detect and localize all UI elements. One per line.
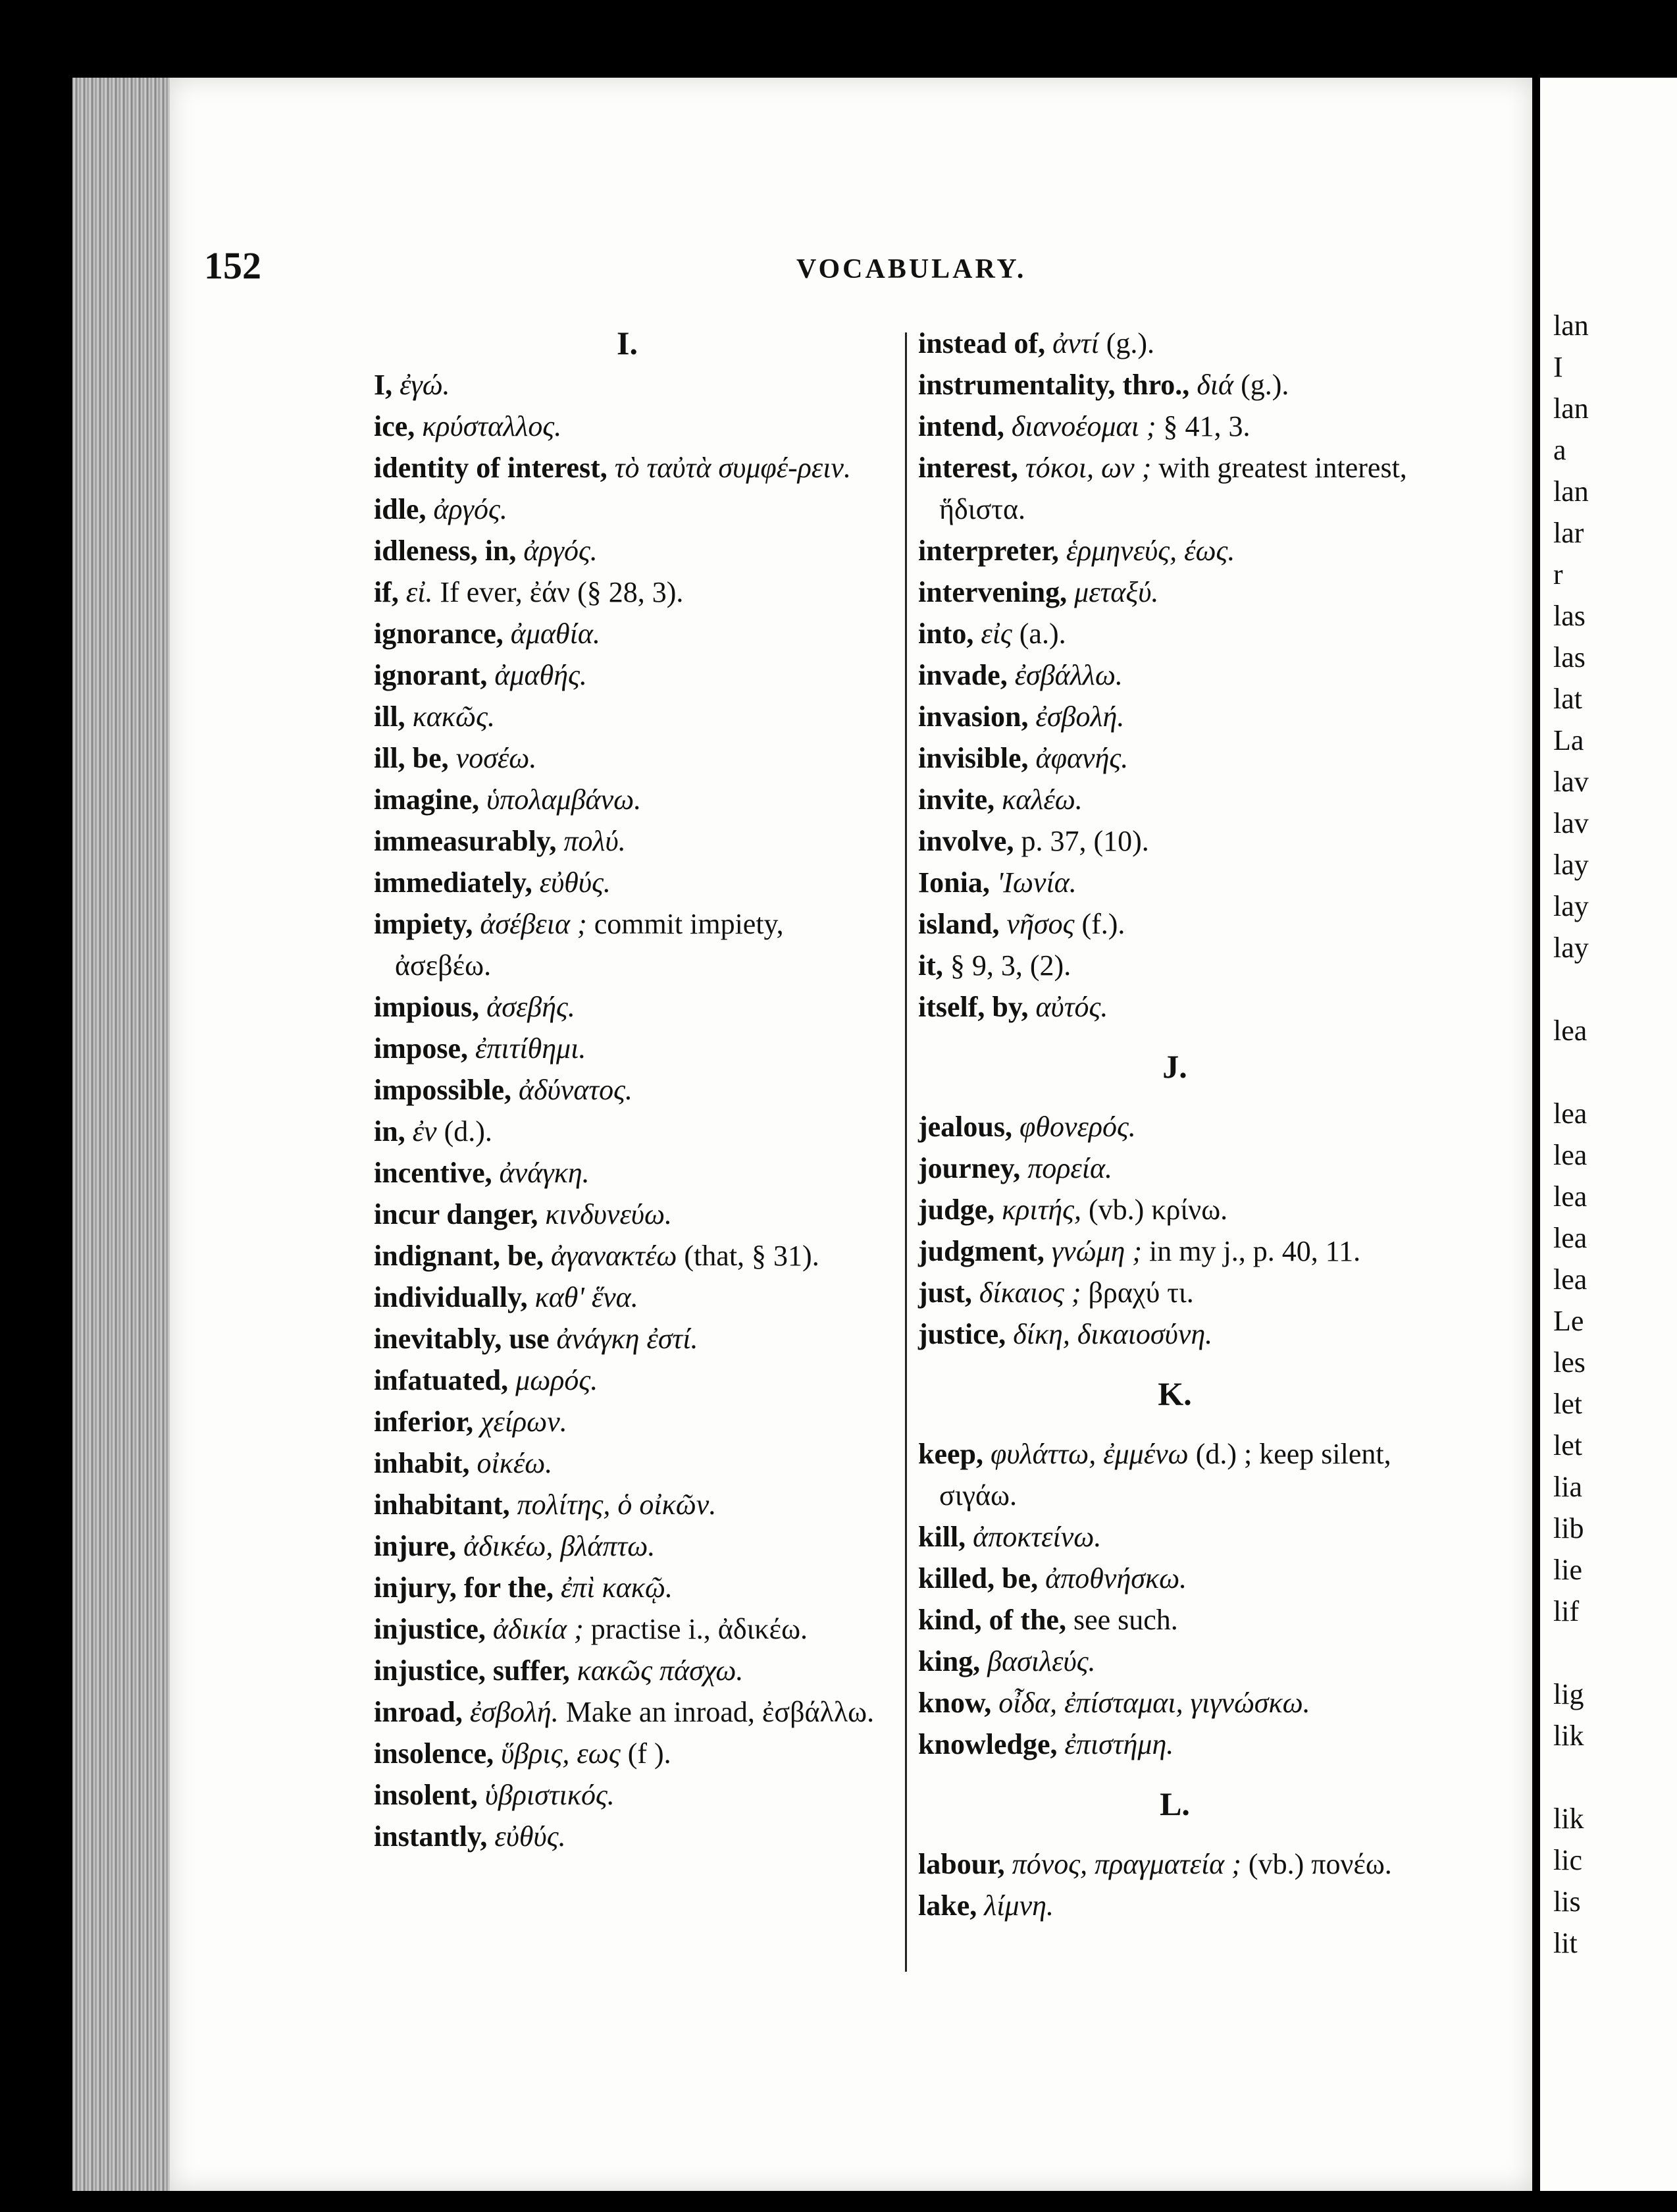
entry-note: see such. <box>1073 1604 1178 1636</box>
vocab-entry <box>374 1650 881 1691</box>
next-page-fragment: lat <box>1553 683 1582 715</box>
entry-greek: εἰς <box>981 618 1012 650</box>
entry-headword: immediately, <box>374 866 532 899</box>
entry-headword: justice, <box>918 1318 1006 1350</box>
entry-headword: invasion, <box>918 700 1029 733</box>
vocab-entry <box>374 530 881 571</box>
entry-headword: inhabitant, <box>374 1488 510 1521</box>
entry-headword: just, <box>918 1277 972 1309</box>
vocab-entry <box>918 1230 1432 1272</box>
entry-headword: inhabit, <box>374 1447 470 1479</box>
vocab-entry <box>918 779 1432 820</box>
next-page-fragment: lic <box>1553 1844 1582 1876</box>
vocab-entry <box>374 1359 881 1401</box>
vocab-entry <box>918 1272 1432 1313</box>
entry-greek: πορεία. <box>1027 1152 1113 1184</box>
entry-greek: μωρός. <box>515 1364 598 1396</box>
entry-greek: κακῶς. <box>412 700 495 733</box>
entry-headword: imagine, <box>374 783 480 816</box>
entry-headword: island, <box>918 908 1000 940</box>
next-page-fragment: lea <box>1553 1180 1587 1213</box>
next-page-fragment: lan <box>1553 309 1589 342</box>
next-page-fragment: lig <box>1553 1678 1584 1710</box>
entry-headword: impiety, <box>374 908 473 940</box>
entry-headword: impossible, <box>374 1074 512 1106</box>
entry-greek: πόνος, πραγματεία ; <box>1012 1848 1241 1880</box>
entry-greek: ἀμαθία. <box>510 618 600 650</box>
vocab-entry <box>374 1525 881 1567</box>
entry-headword: jealous, <box>918 1111 1012 1143</box>
vocab-entry <box>374 1816 881 1857</box>
entry-headword: infatuated, <box>374 1364 509 1396</box>
vocab-entry <box>918 447 1432 530</box>
entry-greek: τόκοι, ων ; <box>1025 452 1152 484</box>
entry-greek: τὸ ταὐτὰ συμφέ-ρειν. <box>614 452 851 484</box>
entry-greek: ἐπιτίθημι. <box>475 1032 586 1065</box>
entry-note: (g.). <box>1106 327 1155 359</box>
next-page-fragment: lan <box>1553 475 1589 508</box>
next-page-fragment: lea <box>1553 1014 1587 1047</box>
entry-headword: insolence, <box>374 1737 494 1770</box>
vocab-entry <box>374 1069 881 1111</box>
entry-greek: ἑρμηνεύς, έως. <box>1066 535 1235 567</box>
next-page-fragment: lea <box>1553 1222 1587 1254</box>
vocab-entry <box>918 654 1432 696</box>
entry-headword: injure, <box>374 1530 457 1562</box>
entry-greek: εὐθύς. <box>539 866 611 899</box>
entry-greek: ἀνάγκη ἐστί. <box>556 1323 698 1355</box>
entry-greek: ἀργός. <box>523 535 598 567</box>
entry-greek: δίκη, δικαιοσύνη. <box>1013 1318 1213 1350</box>
entry-headword: if, <box>374 576 399 608</box>
next-page-fragment: les <box>1553 1346 1586 1379</box>
vocab-entry <box>374 1442 881 1484</box>
entry-greek: λίμνη. <box>984 1889 1054 1922</box>
vocab-entry <box>374 1733 881 1774</box>
next-page-fragment <box>1553 1632 1589 1673</box>
vocab-entry <box>374 571 881 613</box>
vocab-entry <box>374 903 881 986</box>
next-page-fragment: r <box>1553 558 1563 591</box>
entry-note: commit impiety, ἀσεβέω. <box>395 908 784 982</box>
vocab-entry <box>918 1682 1432 1724</box>
entry-greek: ἐσβολή. <box>469 1696 559 1728</box>
entry-note: (d.) ; keep silent, σιγάω. <box>939 1438 1391 1512</box>
letter-heading: J. <box>1162 1048 1187 1085</box>
entry-greek: οἰκέω. <box>477 1447 553 1479</box>
vocab-entry <box>374 862 881 903</box>
entry-headword: into, <box>918 618 974 650</box>
entry-headword: know, <box>918 1687 992 1719</box>
entry-note: (f ). <box>627 1737 671 1770</box>
entry-greek: φθονερός. <box>1019 1111 1136 1143</box>
letter-heading: L. <box>1160 1785 1190 1822</box>
entry-headword: idleness, in, <box>374 535 517 567</box>
next-page-fragment: lan <box>1553 392 1589 425</box>
entry-note: (vb.) πονέω. <box>1248 1848 1392 1880</box>
vocab-entry <box>918 737 1432 779</box>
entry-greek: κριτής, <box>1002 1194 1082 1226</box>
entry-greek: νῆσος <box>1006 908 1075 940</box>
entry-headword: journey, <box>918 1152 1021 1184</box>
entry-greek: ἀργός. <box>433 493 507 525</box>
entry-headword: ignorant, <box>374 659 488 691</box>
next-page-fragment: lit <box>1553 1927 1578 1959</box>
entry-headword: impose, <box>374 1032 468 1065</box>
entry-greek: ἀνάγκη. <box>499 1157 590 1189</box>
next-page-fragment: lia <box>1553 1471 1582 1503</box>
vocab-entry <box>918 406 1432 447</box>
running-head: VOCABULARY. <box>796 254 1027 284</box>
entry-note: § 9, 3, (2). <box>950 949 1071 982</box>
entry-note: p. 37, (10). <box>1021 825 1149 857</box>
vocab-entry <box>918 1106 1432 1147</box>
vocab-entry <box>918 696 1432 737</box>
vocab-entry <box>918 1724 1432 1765</box>
vocab-entry <box>374 613 881 654</box>
vocab-entry <box>374 1235 881 1277</box>
entry-headword: invisible, <box>918 742 1029 774</box>
vocab-entry <box>918 862 1432 903</box>
entry-headword: injustice, suffer, <box>374 1654 570 1687</box>
next-page-fragment <box>1553 1051 1589 1093</box>
entry-greek: ἐσβάλλω. <box>1014 659 1123 691</box>
entry-greek: ἀσεβής. <box>486 991 575 1023</box>
entry-headword: instead of, <box>918 327 1046 359</box>
entry-headword: kill, <box>918 1521 966 1553</box>
entry-headword: kind, of the, <box>918 1604 1066 1636</box>
entry-greek: καθ' ἕνα. <box>534 1281 638 1313</box>
entry-note: with greatest interest, ἥδιστα. <box>939 452 1407 525</box>
next-page-fragment: lay <box>1553 932 1589 964</box>
vocab-entry <box>374 986 881 1028</box>
entry-greek: ἀδικία ; <box>492 1613 584 1645</box>
entry-headword: ignorance, <box>374 618 503 650</box>
entry-greek: ὑπολαμβάνω. <box>486 783 642 816</box>
entry-headword: injury, for the, <box>374 1571 554 1604</box>
entry-greek: ἐσβολή. <box>1035 700 1125 733</box>
entry-headword: inevitably, use <box>374 1323 550 1355</box>
entry-greek: ἀγανακτέω <box>550 1240 677 1272</box>
page-number: 152 <box>204 244 261 287</box>
next-page-fragment: let <box>1553 1388 1582 1420</box>
entry-greek: χείρων. <box>480 1406 567 1438</box>
entry-headword: keep, <box>918 1438 983 1470</box>
entry-headword: invade, <box>918 659 1008 691</box>
next-page-fragment: lar <box>1553 517 1584 549</box>
entry-headword: labour, <box>918 1848 1005 1880</box>
next-page-fragment: lib <box>1553 1512 1584 1544</box>
vocab-entry <box>918 903 1432 945</box>
entry-greek: καλέω. <box>1002 783 1083 816</box>
next-page-fragment: let <box>1553 1429 1582 1462</box>
next-page-fragment: Le <box>1553 1305 1584 1337</box>
vocab-entry <box>918 1147 1432 1189</box>
vocab-entry <box>374 1111 881 1152</box>
entry-greek: ἀποκτείνω. <box>973 1521 1102 1553</box>
vocab-entry <box>374 1277 881 1318</box>
entry-greek: νοσέω. <box>455 742 537 774</box>
vocab-entry <box>374 820 881 862</box>
vocab-entry <box>374 488 881 530</box>
book-fore-edge <box>72 78 171 2191</box>
entry-headword: individually, <box>374 1281 528 1313</box>
vocab-entry <box>374 654 881 696</box>
entry-headword: lake, <box>918 1889 977 1922</box>
entry-greek: εὐθύς. <box>494 1820 566 1853</box>
entry-headword: inferior, <box>374 1406 474 1438</box>
entry-note: (that, § 31). <box>684 1240 819 1272</box>
left-column <box>374 323 881 1857</box>
next-page-fragment: lif <box>1553 1595 1580 1627</box>
letter-heading: K. <box>1158 1375 1192 1412</box>
entry-greek: οἶδα, ἐπίσταμαι, γιγνώσκω. <box>998 1687 1310 1719</box>
next-page-fragment: lik <box>1553 1720 1584 1752</box>
vocab-entry <box>374 1567 881 1608</box>
next-page-fragment: las <box>1553 600 1586 632</box>
entry-greek: κρύσταλλος. <box>422 410 562 442</box>
entry-headword: identity of interest, <box>374 452 607 484</box>
vocab-entry <box>374 779 881 820</box>
entry-note: § 41, 3. <box>1163 410 1251 442</box>
entry-headword: impious, <box>374 991 480 1023</box>
entry-note: Make an inroad, ἐσβάλλω. <box>565 1696 875 1728</box>
next-page-fragments <box>1540 305 1589 1964</box>
entry-note: in my j., p. 40, 11. <box>1149 1235 1361 1267</box>
entry-note: practise i., ἀδικέω. <box>590 1613 808 1645</box>
next-page-fragment: lie <box>1553 1554 1582 1586</box>
vocab-entry <box>918 1313 1432 1355</box>
vocab-entry <box>918 530 1432 571</box>
entry-headword: idle, <box>374 493 426 525</box>
entry-headword: incentive, <box>374 1157 492 1189</box>
vocab-entry <box>918 613 1432 654</box>
next-page-fragment: lav <box>1553 807 1589 839</box>
next-page-fragment: lis <box>1553 1885 1581 1918</box>
entry-note: (f.). <box>1081 908 1125 940</box>
next-page-fragment: las <box>1553 641 1586 673</box>
entry-note: (vb.) κρίνω. <box>1089 1194 1228 1226</box>
vocab-entry <box>374 1318 881 1359</box>
entry-greek: διανοέομαι ; <box>1011 410 1156 442</box>
entry-headword: in, <box>374 1115 405 1147</box>
entry-headword: indignant, be, <box>374 1240 544 1272</box>
entry-greek: ἀδικέω, βλάπτω. <box>463 1530 656 1562</box>
vocab-entry <box>918 571 1432 613</box>
vocab-entry <box>918 945 1432 986</box>
entry-greek: ὕβρις, εως <box>501 1737 621 1770</box>
entry-headword: ill, <box>374 700 405 733</box>
next-page-fragment <box>1553 968 1589 1010</box>
entry-note: If ever, ἐάν (§ 28, 3). <box>440 576 684 608</box>
entry-greek: γνώμη ; <box>1051 1235 1143 1267</box>
entry-headword: I, <box>374 369 393 401</box>
entry-headword: knowledge, <box>918 1728 1058 1760</box>
entry-headword: intervening, <box>918 576 1068 608</box>
next-page-fragment <box>1553 1756 1589 1798</box>
entry-greek: ἀδύνατος. <box>519 1074 633 1106</box>
entry-headword: instrumentality, thro., <box>918 369 1190 401</box>
next-page-fragment: lik <box>1553 1803 1584 1835</box>
entry-note: (a.). <box>1019 618 1066 650</box>
entry-headword: judge, <box>918 1194 995 1226</box>
vocab-entry <box>374 364 881 406</box>
next-page-fragment: I <box>1553 351 1563 383</box>
entry-headword: judgment, <box>918 1235 1045 1267</box>
entry-greek: αὐτός. <box>1035 991 1108 1023</box>
entry-headword: ill, be, <box>374 742 449 774</box>
entry-greek: πολίτης, ὁ οἰκῶν. <box>517 1488 717 1521</box>
next-page-fragment: La <box>1553 724 1584 756</box>
column-divider <box>905 332 907 1972</box>
entry-greek: ἀντί <box>1052 327 1099 359</box>
next-page-fragment: a <box>1553 434 1566 466</box>
entry-greek: ἀφανής. <box>1035 742 1129 774</box>
entry-greek: ὑβριστικός. <box>484 1779 615 1811</box>
letter-heading: I. <box>617 325 638 361</box>
entry-headword: interest, <box>918 452 1018 484</box>
entry-greek: κινδυνεύω. <box>545 1198 673 1230</box>
entry-greek: φυλάττω, ἐμμένω <box>991 1438 1189 1470</box>
vocab-entry <box>918 364 1432 406</box>
vocab-entry <box>918 1641 1432 1682</box>
entry-headword: king, <box>918 1645 981 1677</box>
next-page-fragment: lav <box>1553 766 1589 798</box>
vocab-entry <box>374 1484 881 1525</box>
next-page-fragment: lea <box>1553 1139 1587 1171</box>
entry-greek: ἐν <box>412 1115 437 1147</box>
entry-greek: ἀμαθής. <box>494 659 587 691</box>
vocab-entry <box>918 1189 1432 1230</box>
vocab-entry <box>374 737 881 779</box>
entry-headword: immeasurably, <box>374 825 557 857</box>
entry-headword: insolent, <box>374 1779 478 1811</box>
entry-greek: διά <box>1197 369 1234 401</box>
entry-greek: ἐπιστήμη. <box>1064 1728 1174 1760</box>
vocab-entry <box>918 323 1432 364</box>
next-page-fragment: lea <box>1553 1097 1587 1130</box>
vocab-entry <box>918 1599 1432 1641</box>
entry-greek: πολύ. <box>563 825 626 857</box>
vocab-entry <box>374 1194 881 1235</box>
entry-greek: ἐγώ. <box>400 369 450 401</box>
vocab-entry <box>918 986 1432 1028</box>
entry-headword: injustice, <box>374 1613 486 1645</box>
vocab-entry <box>918 1843 1432 1885</box>
entry-headword: killed, be, <box>918 1562 1039 1594</box>
entry-headword: instantly, <box>374 1820 488 1853</box>
entry-greek: κακῶς πάσχω. <box>577 1654 744 1687</box>
vocab-entry <box>374 696 881 737</box>
vocab-entry <box>374 1152 881 1194</box>
entry-headword: involve, <box>918 825 1014 857</box>
next-page-fragment: lay <box>1553 849 1589 881</box>
vocab-entry <box>374 1774 881 1816</box>
vocab-entry <box>374 1028 881 1069</box>
entry-note: (g.). <box>1241 369 1289 401</box>
entry-headword: itself, by, <box>918 991 1029 1023</box>
vocab-entry <box>918 1885 1432 1926</box>
entry-greek: μεταξύ. <box>1074 576 1159 608</box>
entry-greek: δίκαιος ; <box>979 1277 1081 1309</box>
next-page-fragment: lea <box>1553 1263 1587 1296</box>
next-page-fragment: lay <box>1553 890 1589 922</box>
entry-note: βραχύ τι. <box>1088 1277 1194 1309</box>
vocab-entry <box>918 820 1432 862</box>
entry-greek: εἰ. <box>405 576 433 608</box>
entry-headword: incur danger, <box>374 1198 538 1230</box>
entry-headword: interpreter, <box>918 535 1059 567</box>
entry-headword: intend, <box>918 410 1004 442</box>
right-column <box>918 323 1432 1926</box>
entry-greek: ἐπὶ κακῷ. <box>560 1571 673 1604</box>
entry-headword: Ionia, <box>918 866 990 899</box>
entry-headword: inroad, <box>374 1696 463 1728</box>
vocab-entry <box>918 1558 1432 1599</box>
entry-greek: 'Ιωνία. <box>996 866 1077 899</box>
entry-headword: ice, <box>374 410 415 442</box>
entry-note: (d.). <box>444 1115 492 1147</box>
entry-greek: ἀποθνήσκω. <box>1045 1562 1187 1594</box>
next-page-edge <box>1540 78 1677 2191</box>
vocab-entry <box>374 1401 881 1442</box>
vocab-entry <box>918 1433 1432 1516</box>
vocab-entry <box>374 1608 881 1650</box>
vocab-entry <box>374 406 881 447</box>
vocab-entry <box>374 447 881 488</box>
entry-headword: it, <box>918 949 943 982</box>
entry-greek: ἀσέβεια ; <box>480 908 587 940</box>
vocab-entry <box>374 1691 881 1733</box>
entry-headword: invite, <box>918 783 995 816</box>
vocab-entry <box>918 1516 1432 1558</box>
entry-greek: βασιλεύς. <box>987 1645 1096 1677</box>
